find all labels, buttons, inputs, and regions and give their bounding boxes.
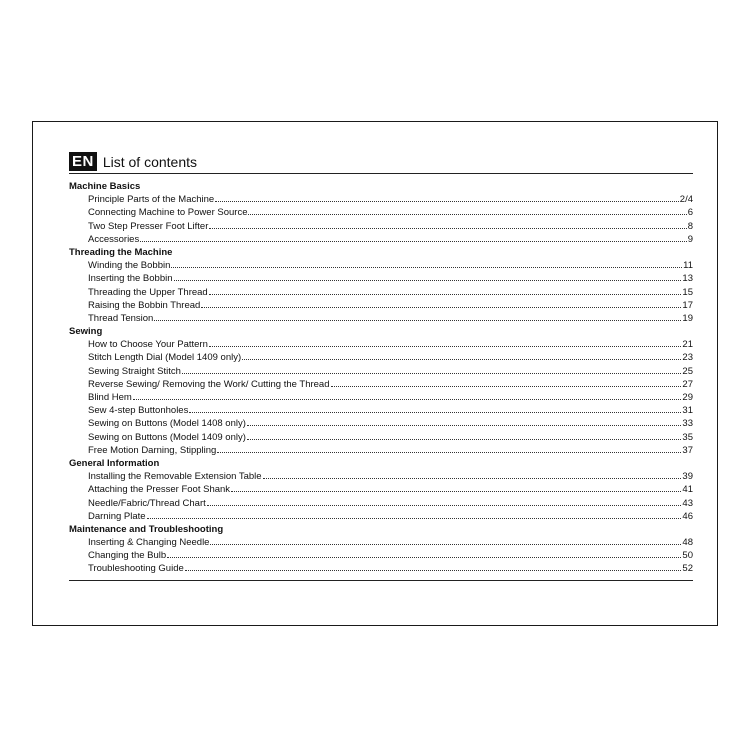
dot-leader <box>209 293 682 295</box>
dot-leader <box>263 477 682 479</box>
entry-label: Reverse Sewing/ Removing the Work/ Cutting the Thread <box>88 378 330 390</box>
dot-leader <box>331 385 682 387</box>
toc-entry[interactable] <box>69 470 693 483</box>
dot-leader <box>174 279 682 281</box>
entry-label: Inserting the Bobbin <box>88 273 173 285</box>
toc-entry[interactable] <box>69 206 693 219</box>
entry-page-number: 15 <box>682 286 693 298</box>
dot-leader <box>209 345 682 347</box>
entry-page-number: 9 <box>687 233 693 245</box>
entry-label: Sewing on Buttons (Model 1409 only) <box>88 431 246 443</box>
dot-leader <box>182 372 681 374</box>
toc-entry[interactable] <box>69 272 693 285</box>
toc-section <box>69 457 693 523</box>
entry-label: Changing the Bulb <box>88 550 167 562</box>
dot-leader <box>147 517 682 519</box>
entry-label: Thread Tension <box>88 312 154 324</box>
entry-page-number: 23 <box>682 352 693 364</box>
entry-page-number: 13 <box>682 273 693 285</box>
dot-leader <box>154 319 681 321</box>
entry-page-number: 8 <box>687 220 693 232</box>
dot-leader <box>247 424 682 426</box>
toc-entry[interactable] <box>69 497 693 510</box>
entry-label: Free Motion Darning, Stippling <box>88 444 217 456</box>
dot-leader <box>217 451 681 453</box>
entry-page-number: 46 <box>682 510 693 522</box>
entry-label: Two Step Presser Foot Lifter <box>88 220 209 232</box>
dot-leader <box>189 411 681 413</box>
entry-label: Sew 4-step Buttonholes <box>88 405 189 417</box>
entry-page-number: 37 <box>682 444 693 456</box>
dot-leader <box>248 213 686 215</box>
entry-label: Winding the Bobbin <box>88 260 171 272</box>
table-of-contents <box>69 180 693 576</box>
entry-page-number: 17 <box>682 299 693 311</box>
toc-entry[interactable] <box>69 299 693 312</box>
toc-entry[interactable] <box>69 312 693 325</box>
entry-page-number: 31 <box>682 405 693 417</box>
toc-section <box>69 246 693 325</box>
entry-page-number: 27 <box>682 378 693 390</box>
dot-leader <box>201 306 681 308</box>
entry-label: Needle/Fabric/Thread Chart <box>88 497 206 509</box>
dot-leader <box>242 358 681 360</box>
manual-page <box>32 121 718 626</box>
toc-entry[interactable] <box>69 404 693 417</box>
entry-page-number: 21 <box>682 339 693 351</box>
entry-label: Connecting Machine to Power Source <box>88 207 248 219</box>
toc-entry[interactable] <box>69 365 693 378</box>
entry-label: Sewing on Buttons (Model 1408 only) <box>88 418 246 430</box>
toc-entry[interactable] <box>69 562 693 575</box>
entry-label: Threading the Upper Thread <box>88 286 208 298</box>
toc-entry[interactable] <box>69 338 693 351</box>
entry-page-number: 6 <box>687 207 693 219</box>
entry-page-number: 41 <box>682 484 693 496</box>
entry-page-number: 19 <box>682 312 693 324</box>
entry-page-number: 33 <box>682 418 693 430</box>
dot-leader <box>140 240 686 242</box>
entry-label: Troubleshooting Guide <box>88 563 184 575</box>
entry-page-number: 11 <box>683 260 693 272</box>
entry-page-number: 39 <box>682 471 693 483</box>
toc-entry[interactable] <box>69 483 693 496</box>
toc-section <box>69 180 693 246</box>
entry-label: Inserting & Changing Needle <box>88 537 210 549</box>
dot-leader <box>209 227 686 229</box>
entry-page-number: 29 <box>682 392 693 403</box>
entry-label: Blind Hem <box>88 392 132 403</box>
page-title: List of contents <box>102 154 198 170</box>
entry-page-number: 35 <box>682 431 693 443</box>
toc-entry[interactable] <box>69 193 693 206</box>
entry-label: Darning Plate <box>88 510 146 522</box>
dot-leader <box>185 569 682 571</box>
toc-entry[interactable] <box>69 391 693 404</box>
toc-entry[interactable] <box>69 431 693 444</box>
section-title: Machine Basics <box>69 181 141 192</box>
entry-page-number: 48 <box>682 537 693 549</box>
section-title: Maintenance and Troubleshooting <box>69 523 224 535</box>
toc-entry[interactable] <box>69 444 693 457</box>
toc-entry[interactable] <box>69 536 693 549</box>
toc-section <box>69 523 693 576</box>
dot-leader <box>133 398 682 400</box>
dot-leader <box>171 266 682 268</box>
toc-entry[interactable] <box>69 233 693 246</box>
section-title: General Information <box>69 457 160 469</box>
entry-label: How to Choose Your Pattern <box>88 339 208 351</box>
entry-page-number: 2/4 <box>679 194 693 206</box>
entry-label: Sewing Straight Stitch <box>88 365 181 377</box>
dot-leader <box>210 543 681 545</box>
dot-leader <box>247 438 682 440</box>
entry-page-number: 52 <box>682 563 693 575</box>
entry-label: Accessories <box>88 233 140 245</box>
toc-entry[interactable] <box>69 351 693 364</box>
entry-label: Attaching the Presser Foot Shank <box>88 484 231 496</box>
entry-page-number: 50 <box>682 550 693 562</box>
dot-leader <box>215 200 679 202</box>
entry-page-number: 25 <box>682 365 693 377</box>
entry-label: Principle Parts of the Machine <box>88 194 215 206</box>
toc-entry[interactable] <box>69 286 693 299</box>
bottom-divider <box>69 580 693 581</box>
entry-label: Installing the Removable Extension Table <box>88 471 262 483</box>
section-title: Sewing <box>69 326 103 338</box>
dot-leader <box>207 504 682 506</box>
contents-area <box>69 149 693 581</box>
contents-header <box>69 149 693 174</box>
language-badge: EN <box>69 152 97 171</box>
entry-label: Stitch Length Dial (Model 1409 only) <box>88 352 242 364</box>
toc-entry[interactable] <box>69 510 693 523</box>
dot-leader <box>167 556 681 558</box>
toc-entry[interactable] <box>69 549 693 562</box>
toc-entry[interactable] <box>69 417 693 430</box>
toc-section <box>69 325 693 457</box>
entry-page-number: 43 <box>682 497 693 509</box>
toc-entry[interactable] <box>69 220 693 233</box>
toc-entry[interactable] <box>69 378 693 391</box>
toc-entry[interactable] <box>69 259 693 272</box>
section-title: Threading the Machine <box>69 246 173 258</box>
dot-leader <box>231 490 681 492</box>
entry-label: Raising the Bobbin Thread <box>88 299 201 311</box>
